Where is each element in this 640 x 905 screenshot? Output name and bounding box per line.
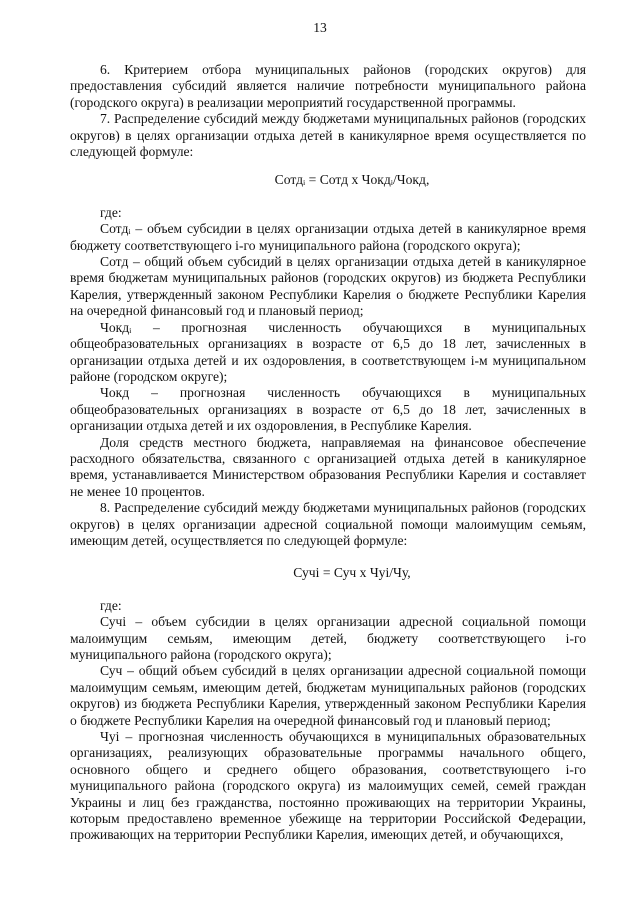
paragraph-distribution-rest: 7. Распределение субсидий между бюджетами муниципальных районов (городских округов) в целях организации отдыха детей в каникулярное время осуществляется по следующей формуле: [70,111,586,160]
page-number: 13 [313,20,327,35]
definition-sotd-i: Сотдᵢ – объем субсидии в целях организации отдыха детей в каникулярное время бюджету соответствующего i-го муниципального района (городского округа); [70,221,586,253]
definition-such: Суч – общий объем субсидий в целях организации адресной социальной помощи малоимущим семьям, имеющим детей, бюджетам муниципальных районов (городских округов) из бюджета Республики Карелия, утвержденный законом Республики Карелия о бюджете Республики Карелия на очередной финансовый год и плановый период; [70,663,586,728]
definition-chu-i: Чуi – прогнозная численность обучающихся в муниципальных образовательных организациях, реализующих образовательные программы начального общего, основного общего и среднего общего образования, соответствующего i-го муниципального района (городского округа) из малоимущих семей, семей граждан Украины и лиц без гражданства, постоянно проживающих на территории Украины, которым предоставлено временное убежище на территории Российской Федерации, проживающих на территории Республики Карелия, имеющих детей, и обучающихся, [70,729,586,843]
where-label-2: где: [100,597,122,613]
definition-sotd: Сотд – общий объем субсидий в целях организации отдыха детей в каникулярное время бюджетам муниципальных районов (городских округов) из бюджета Республики Карелия, утвержденный законом Республики Карелия о бюджете Республики Карелия на очередной финансовый год и плановый период; [70,254,586,319]
formula-rest: Сотдᵢ = Сотд х Чокдᵢ/Чокд, [274,172,430,188]
where-label-1: где: [100,204,122,220]
definition-chokd-i: Чокдᵢ – прогнозная численность обучающихся в муниципальных общеобразовательных организациях в возрасте от 6,5 до 18 лет, зачисленных в организации отдыха детей и их оздоровления, в соответствующем i-м муниципальном районе (городском округе); [70,319,586,384]
definition-such-i: Сучi – объем субсидии в целях организации адресной социальной помощи малоимущим семьям, имеющим детей, бюджету соответствующего i-го муниципального района (городского округа); [70,614,586,662]
document-body [70,62,586,844]
paragraph-criterion: 6. Критерием отбора муниципальных районов (городских округов) для предоставления субсидий является наличие потребности муниципального района (городского округа) в реализации мероприятий государственной программы. [70,62,586,110]
paragraph-local-budget-share: Доля средств местного бюджета, направляемая на финансовое обеспечение расходного обязательства, связанного с организацией отдыха детей в каникулярное время, устанавливается Министерством образования Республики Карелия и составляет не менее 10 процентов. [70,434,586,499]
paragraph-distribution-aid: 8. Распределение субсидий между бюджетами муниципальных районов (городских округов) в целях организации адресной социальной помощи малоимущим семьям, имеющим детей, осуществляется по следующей формуле: [70,500,586,548]
formula-aid: Сучi = Суч х Чуi/Чу, [293,565,411,581]
definition-chokd: Чокд – прогнозная численность обучающихся в муниципальных общеобразовательных организациях в возрасте от 6,5 до 18 лет, зачисленных в организации отдыха детей и их оздоровления, в Республике Карелия. [70,385,586,434]
